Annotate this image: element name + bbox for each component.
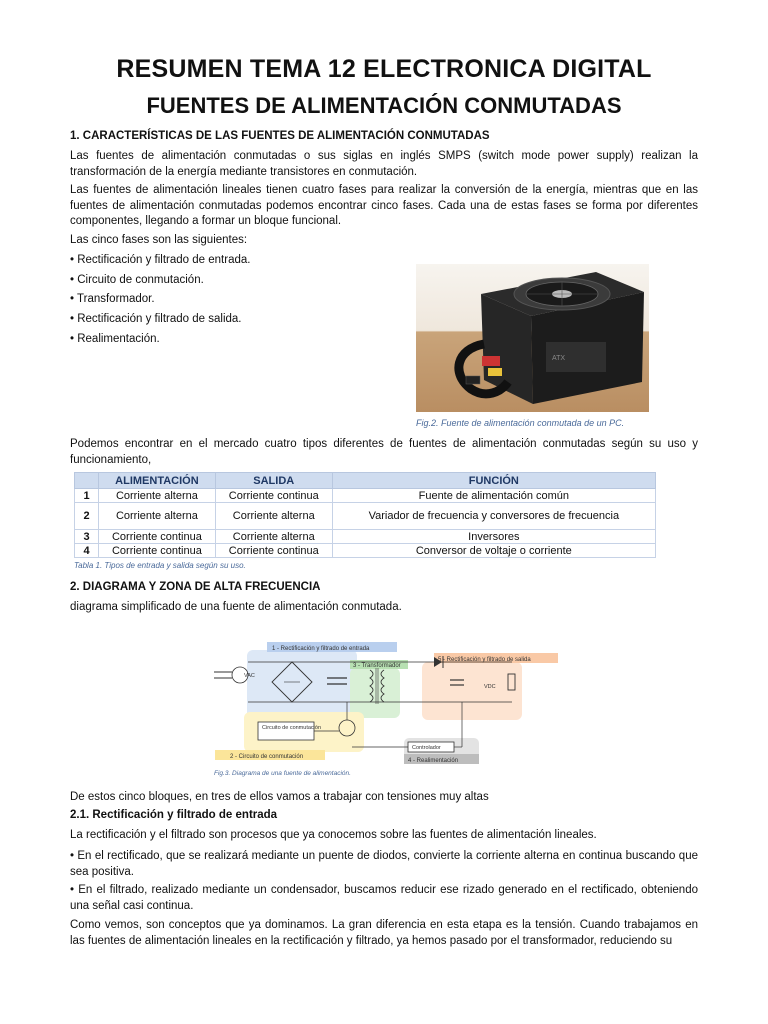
table-cell: Corriente continua bbox=[99, 544, 216, 558]
table-cell: 2 bbox=[75, 503, 99, 530]
svg-text:ATX: ATX bbox=[552, 355, 566, 362]
phase-item: • Rectificación y filtrado de entrada. bbox=[70, 254, 251, 266]
table-cell: Corriente continua bbox=[99, 530, 216, 544]
section1-para1: Las fuentes de alimentación conmutadas o sus siglas en inglés SMPS (switch mode power supply) realizan la transformación de la energía mediante transistores en conmutación. bbox=[70, 150, 698, 178]
phase-item: • Rectificación y filtrado de salida. bbox=[70, 313, 242, 325]
table-header-cell bbox=[75, 473, 99, 489]
section1-heading: 1. CARACTERÍSTICAS DE LAS FUENTES DE ALIMENTACIÓN CONMUTADAS bbox=[70, 130, 490, 142]
phases-intro: Las cinco fases son las siguientes: bbox=[70, 234, 248, 246]
table-header-cell: FUNCIÓN bbox=[332, 473, 655, 489]
section2-intro: diagrama simplificado de una fuente de alimentación conmutada. bbox=[70, 601, 402, 613]
table-cell: Corriente continua bbox=[215, 544, 332, 558]
section21-para2: Como vemos, son conceptos que ya dominamos. La gran diferencia en esta etapa es la tensión. Cuando trabajamos en las fuentes de alimentación lineales en la rectificación y filtrado, ya hemos pasado por el transformador, reduciendo su bbox=[70, 919, 698, 947]
table-header-cell: ALIMENTACIÓN bbox=[99, 473, 216, 489]
block3-area bbox=[350, 668, 400, 718]
table-cell: 4 bbox=[75, 544, 99, 558]
figure-caption: Fig.2. Fuente de alimentación conmutada de un PC. bbox=[416, 418, 625, 428]
vac-label: VAC bbox=[244, 673, 255, 679]
section21-para1: La rectificación y el filtrado son procesos que ya conocemos sobre las fuentes de alimentación lineales. bbox=[70, 829, 597, 841]
phase-item: • Transformador. bbox=[70, 293, 155, 305]
table-header-row bbox=[75, 473, 656, 489]
table-cell: Corriente continua bbox=[215, 489, 332, 503]
power-supply-photo bbox=[416, 264, 649, 412]
section1-para2: Las fuentes de alimentación lineales tienen cuatro fases para realizar la conversión de la energía, mientras que en las fuentes de alimentación conmutadas podemos encontrar cinco fases. Cada una de estas fases se forma por diferentes componentes, llegando a formar un bloque funcional. bbox=[70, 184, 698, 227]
smps-block-diagram bbox=[212, 640, 562, 780]
block5-label: 5 - Rectificación y filtrado de salida bbox=[438, 657, 531, 663]
section21-bullet2: • En el filtrado, realizado mediante un condensador, buscamos reducir ese rizado generado en el rectificado, obteniendo una señal casi continua. bbox=[70, 884, 698, 912]
page-title: RESUMEN TEMA 12 ELECTRONICA DIGITAL bbox=[116, 55, 652, 83]
table-row bbox=[75, 544, 656, 558]
table-cell: Corriente alterna bbox=[215, 530, 332, 544]
section21-heading: 2.1. Rectificación y filtrado de entrada bbox=[70, 809, 278, 821]
table-cell: 1 bbox=[75, 489, 99, 503]
power-supply-illustration bbox=[416, 264, 649, 412]
diagram-caption: Fig.3. Diagrama de una fuente de alimentación. bbox=[214, 770, 351, 777]
block5-area bbox=[422, 662, 522, 720]
table-cell: Corriente alterna bbox=[99, 503, 216, 530]
table-row bbox=[75, 530, 656, 544]
block1-label: 1 - Rectificación y filtrado de entrada bbox=[272, 646, 370, 652]
phase-item: • Realimentación. bbox=[70, 333, 160, 345]
smps-types-table bbox=[74, 472, 656, 558]
block2-label: 2 - Circuito de conmutación bbox=[230, 754, 304, 760]
switch-circuit-label: Circuito de conmutación bbox=[262, 725, 322, 731]
table-cell: 3 bbox=[75, 530, 99, 544]
table-cell: Conversor de voltaje o corriente bbox=[332, 544, 655, 558]
section21-bullet1: • En el rectificado, que se realizará mediante un puente de diodos, convierte la corriente alterna en continua buscando que sea positiva. bbox=[70, 850, 698, 878]
table-caption: Tabla 1. Tipos de entrada y salida según su uso. bbox=[74, 561, 246, 570]
table-cell: Variador de frecuencia y conversores de frecuencia bbox=[332, 503, 655, 530]
table-cell: Inversores bbox=[332, 530, 655, 544]
table-header-cell: SALIDA bbox=[215, 473, 332, 489]
table-row bbox=[75, 489, 656, 503]
section2-after-diagram: De estos cinco bloques, en tres de ellos vamos a trabajar con tensiones muy altas bbox=[70, 791, 489, 803]
table-row bbox=[75, 503, 656, 530]
controller-label: Controlador bbox=[412, 745, 441, 751]
table-cell: Fuente de alimentación común bbox=[332, 489, 655, 503]
table-cell: Corriente alterna bbox=[99, 489, 216, 503]
table-cell: Corriente alterna bbox=[215, 503, 332, 530]
page-subtitle: FUENTES DE ALIMENTACIÓN CONMUTADAS bbox=[146, 93, 622, 118]
block3-label: 3 - Transformador bbox=[353, 663, 401, 669]
phase-item: • Circuito de conmutación. bbox=[70, 274, 204, 286]
section2-heading: 2. DIAGRAMA Y ZONA DE ALTA FRECUENCIA bbox=[70, 581, 321, 593]
section1-para3: Podemos encontrar en el mercado cuatro tipos diferentes de fuentes de alimentación conmutadas según su uso y funcionamiento, bbox=[70, 438, 698, 466]
vdc-label: VDC bbox=[484, 684, 496, 690]
block4-label: 4 - Realimentación bbox=[408, 758, 459, 764]
